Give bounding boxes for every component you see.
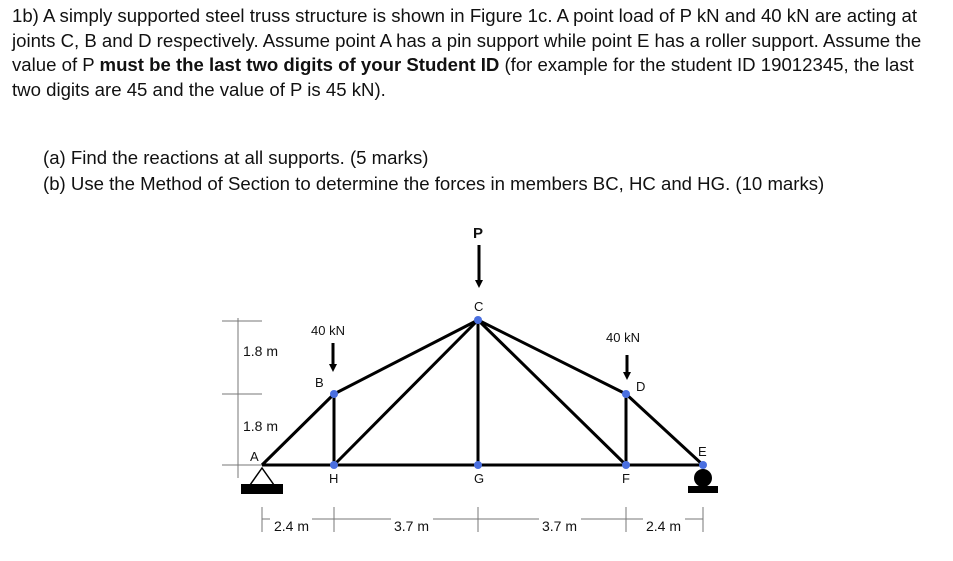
joint-f-label: F bbox=[622, 471, 630, 486]
problem-intro: 1b) A simply supported steel truss structure is shown in Figure 1c. A point load of P kN and 40 kN are acting at joints C, B and D respectively. Assume point A has a pin support while point E has a roller support. Assume the value of P bbox=[12, 5, 922, 75]
pin-support-icon bbox=[241, 468, 283, 494]
span-ah-label: 2.4 m bbox=[274, 518, 310, 534]
joint-g-label: G bbox=[474, 471, 485, 486]
span-gf-label: 3.7 m bbox=[542, 518, 578, 534]
load-b-label: 40 kN bbox=[311, 323, 345, 338]
joint-e-label: E bbox=[698, 444, 707, 459]
span-fe-label: 2.4 m bbox=[646, 518, 682, 534]
member-bc bbox=[334, 320, 478, 394]
member-hc bbox=[334, 320, 478, 465]
span-hg-label: 3.7 m bbox=[394, 518, 430, 534]
height-lower-label: 1.8 m bbox=[243, 418, 279, 434]
joint-h-dot bbox=[330, 461, 338, 469]
joint-d-label: D bbox=[636, 379, 646, 394]
joint-d-dot bbox=[622, 390, 630, 398]
member-cd bbox=[478, 320, 626, 394]
joint-b-label: B bbox=[315, 375, 324, 390]
member-cf bbox=[478, 320, 626, 465]
joint-a-label: A bbox=[250, 449, 259, 464]
joint-h-label: H bbox=[329, 471, 339, 486]
joint-g-dot bbox=[474, 461, 482, 469]
load-d-label: 40 kN bbox=[606, 330, 640, 345]
joint-c-dot bbox=[474, 316, 482, 324]
problem-emphasis: must be the last two digits of your Student ID bbox=[99, 54, 500, 75]
problem-outro: (for example for the student ID 19012345, the last two digits are 45 and the value of P is 45 kN). bbox=[12, 54, 914, 100]
roller-support-icon bbox=[688, 469, 718, 493]
member-de bbox=[626, 394, 703, 465]
load-p-label: P bbox=[473, 225, 484, 242]
question-part-b: (b) Use the Method of Section to determine the forces in members BC, HC and HG. (10 marks) bbox=[43, 173, 825, 194]
horizontal-dimension bbox=[262, 507, 703, 532]
joint-c-label: C bbox=[474, 299, 484, 314]
joint-f-dot bbox=[622, 461, 630, 469]
joint-e-dot bbox=[699, 461, 707, 469]
question-part-a: (a) Find the reactions at all supports. (5 marks) bbox=[43, 147, 429, 168]
joint-b-dot bbox=[330, 390, 338, 398]
height-upper-label: 1.8 m bbox=[243, 343, 279, 359]
